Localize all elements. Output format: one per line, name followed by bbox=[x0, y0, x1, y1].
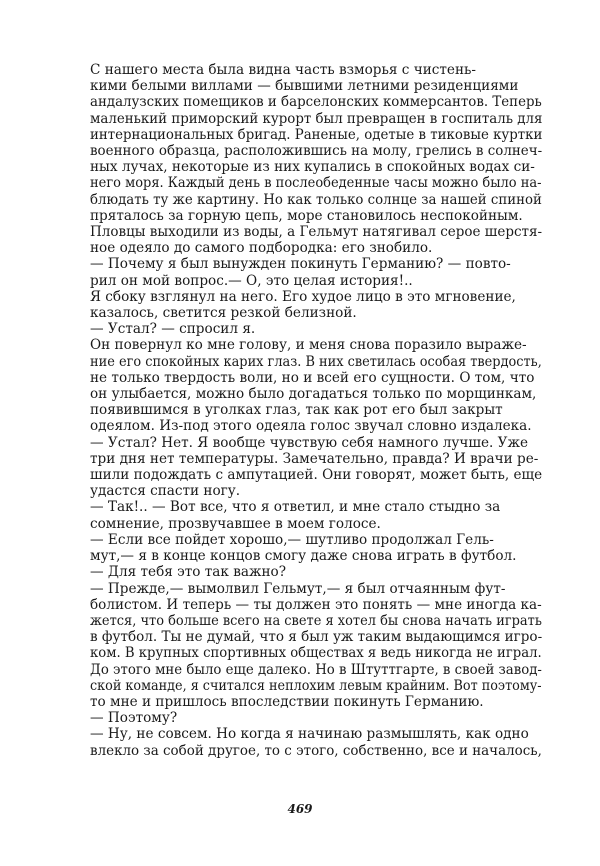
text-line: — Устал? Нет. Я вообще чувствую себя намного лучше. Уже bbox=[90, 434, 529, 451]
text-line: — Устал? — спросил я. bbox=[90, 321, 256, 338]
text-line: сомнение, прозвучавшее в моем голосе. bbox=[90, 515, 381, 532]
text-line: кими белыми виллами — бывшими летними резиденциями bbox=[90, 78, 519, 95]
text-line: — Если все пойдет хорошо,— шутливо продолжал Гель- bbox=[90, 531, 494, 548]
text-line: — Для тебя это так важно? bbox=[90, 564, 287, 581]
text-line: то мне и пришлось впоследствии покинуть Германию. bbox=[90, 693, 484, 710]
text-line: болистом. И теперь — ты должен это понять — мне иногда ка- bbox=[90, 596, 542, 613]
text-line: — Поэтому? bbox=[90, 710, 178, 727]
text-line: мут,— я в конце концов смогу даже снова играть в футбол. bbox=[90, 548, 517, 565]
text-line: ской команде, я считался неплохим левым крайним. Вот поэтому- bbox=[90, 677, 542, 694]
text-line: андалузских помещиков и барселонских коммерсантов. Теперь bbox=[90, 94, 542, 111]
text-line: — Так!.. — Вот все, что я ответил, и мне стало стыдно за bbox=[90, 499, 501, 516]
text-line: — Прежде,— вымолвил Гельмут,— я был отчаянным фут- bbox=[90, 580, 506, 597]
text-line: ных лучах, некоторые из них купались в спокойных водах си- bbox=[90, 159, 535, 176]
text-line: маленький приморский курорт был превращен в госпиталь для bbox=[90, 110, 543, 127]
text-line: удастся спасти ногу. bbox=[90, 483, 241, 500]
text-line: интернациональных бригад. Раненые, одетые в тиковые куртки bbox=[90, 126, 543, 143]
text-line: — Почему я был вынужден покинуть Германию? — повто- bbox=[90, 256, 511, 273]
text-line: влекло за собой другое, то с этого, собственно, все и началось, bbox=[90, 742, 542, 759]
text-line: жется, что больше всего на свете я хотел бы снова начать играть bbox=[90, 612, 542, 629]
text-line: рил он мой вопрос.— О, это целая история!.. bbox=[90, 272, 413, 289]
text-line: не только твердость воли, но и всей его сущности. О том, что bbox=[90, 369, 535, 386]
text-line: До этого мне было еще далеко. Но в Штуттгарте, в своей завод- bbox=[90, 661, 542, 678]
text-line: ние его спокойных карих глаз. В них светилась особая твердость, bbox=[90, 353, 542, 370]
text-line: пряталось за горную цепь, море становилось неспокойным. bbox=[90, 207, 523, 224]
text-line: появившимся в уголках глаз, так как рот его был закрыт bbox=[90, 402, 503, 419]
text-line: Он повернул ко мне голову, и меня снова поразило выраже- bbox=[90, 337, 527, 354]
text-line: одеялом. Из-под этого одеяла голос звучал словно издалека. bbox=[90, 418, 532, 435]
text-line: него моря. Каждый день в послеобеденные часы можно было на- bbox=[90, 175, 542, 192]
text-line: блюдать ту же картину. Но как только солнце за нашей спиной bbox=[90, 191, 542, 208]
body-text bbox=[90, 62, 542, 759]
text-line: — Ну, не совсем. Но когда я начинаю размышлять, как одно bbox=[90, 726, 529, 743]
text-line: С нашего места была видна часть взморья с чистень- bbox=[90, 62, 476, 78]
text-line: в футбол. Ты не думай, что я был уж таким выдающимся игро- bbox=[90, 629, 543, 646]
page-number: 469 bbox=[287, 802, 313, 816]
text-line: казалось, светится резкой белизной. bbox=[90, 305, 357, 322]
text-line: Я сбоку взглянул на него. Его худое лицо в это мгновение, bbox=[90, 288, 516, 305]
text-line: ком. В крупных спортивных обществах я ведь никогда не играл. bbox=[90, 645, 542, 662]
text-line: три дня нет температуры. Замечательно, правда? И врачи ре- bbox=[90, 450, 539, 467]
text-line: Пловцы выходили из воды, а Гельмут натягивал серое шерстя- bbox=[90, 224, 543, 241]
text-line: военного образца, расположившись на молу, грелись в солнеч- bbox=[90, 143, 543, 160]
text-line: он улыбается, можно было догадаться только по морщинкам, bbox=[90, 386, 537, 403]
text-line: ное одеяло до самого подбородка: его знобило. bbox=[90, 240, 433, 257]
text-line: шили подождать с ампутацией. Они говорят, может быть, еще bbox=[90, 467, 543, 484]
